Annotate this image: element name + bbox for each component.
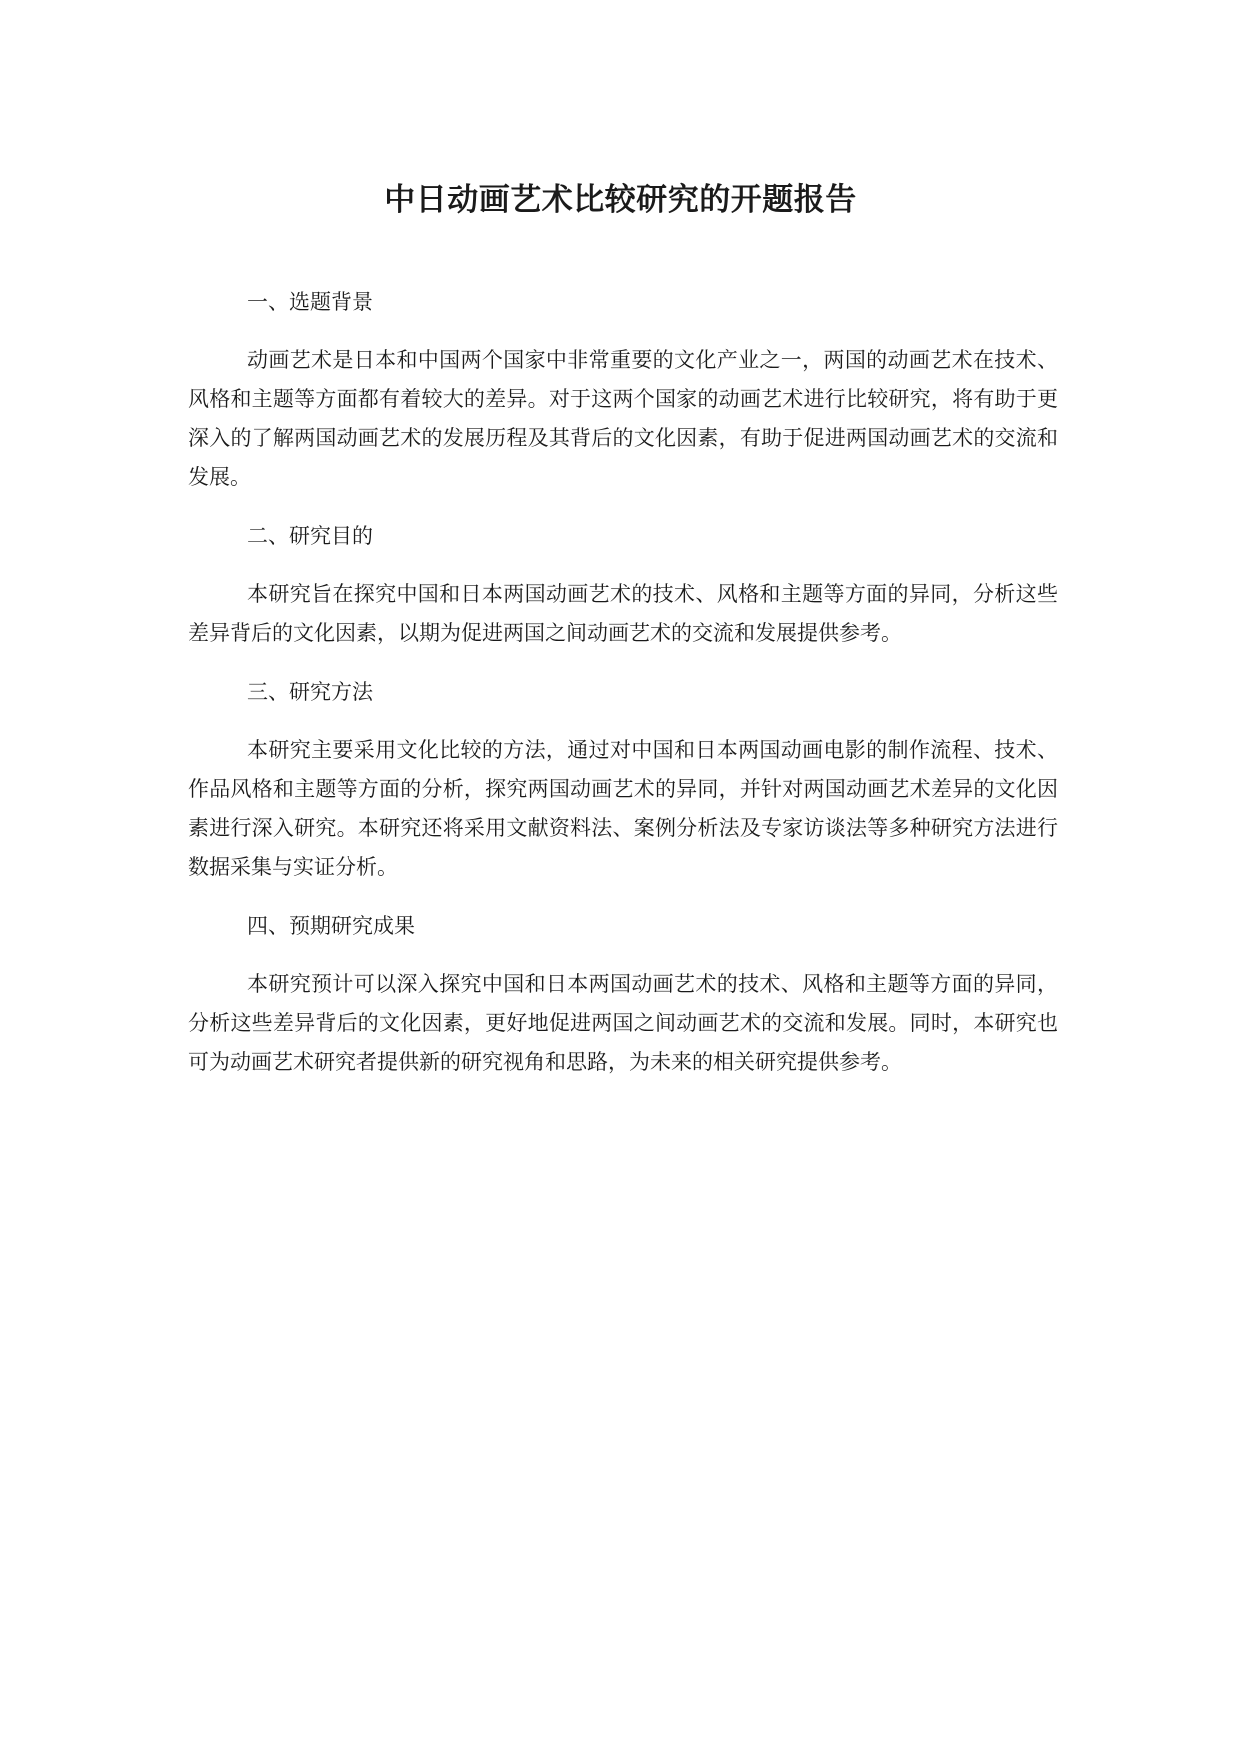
- section-body-methods: 本研究主要采用文化比较的方法，通过对中国和日本两国动画电影的制作流程、技术、作品风格和主题等方面的分析，探究两国动画艺术的异同，并针对两国动画艺术差异的文化因素进行深入研究。本研究还将采用文献资料法、案例分析法及专家访谈法等多种研究方法进行数据采集与实证分析。: [188, 738, 1058, 879]
- document-title: 中日动画艺术比较研究的开题报告: [384, 182, 857, 218]
- section-heading-methods: 三、研究方法: [247, 680, 373, 704]
- section-body-expected-results: 本研究预计可以深入探究中国和日本两国动画艺术的技术、风格和主题等方面的异同，分析这些差异背后的文化因素，更好地促进两国之间动画艺术的交流和发展。同时，本研究也可为动画艺术研究者提供新的研究视角和思路，为未来的相关研究提供参考。: [188, 972, 1058, 1074]
- section-heading-background: 一、选题背景: [247, 290, 373, 314]
- section-body-purpose: 本研究旨在探究中国和日本两国动画艺术的技术、风格和主题等方面的异同，分析这些差异背后的文化因素，以期为促进两国之间动画艺术的交流和发展提供参考。: [188, 582, 1058, 645]
- document-body: [188, 282, 1058, 1101]
- section-heading-expected-results: 四、预期研究成果: [247, 914, 415, 938]
- section-heading-purpose: 二、研究目的: [247, 524, 373, 548]
- section-body-background: 动画艺术是日本和中国两个国家中非常重要的文化产业之一，两国的动画艺术在技术、风格和主题等方面都有着较大的差异。对于这两个国家的动画艺术进行比较研究，将有助于更深入的了解两国动画艺术的发展历程及其背后的文化因素，有助于促进两国动画艺术的交流和发展。: [188, 348, 1058, 489]
